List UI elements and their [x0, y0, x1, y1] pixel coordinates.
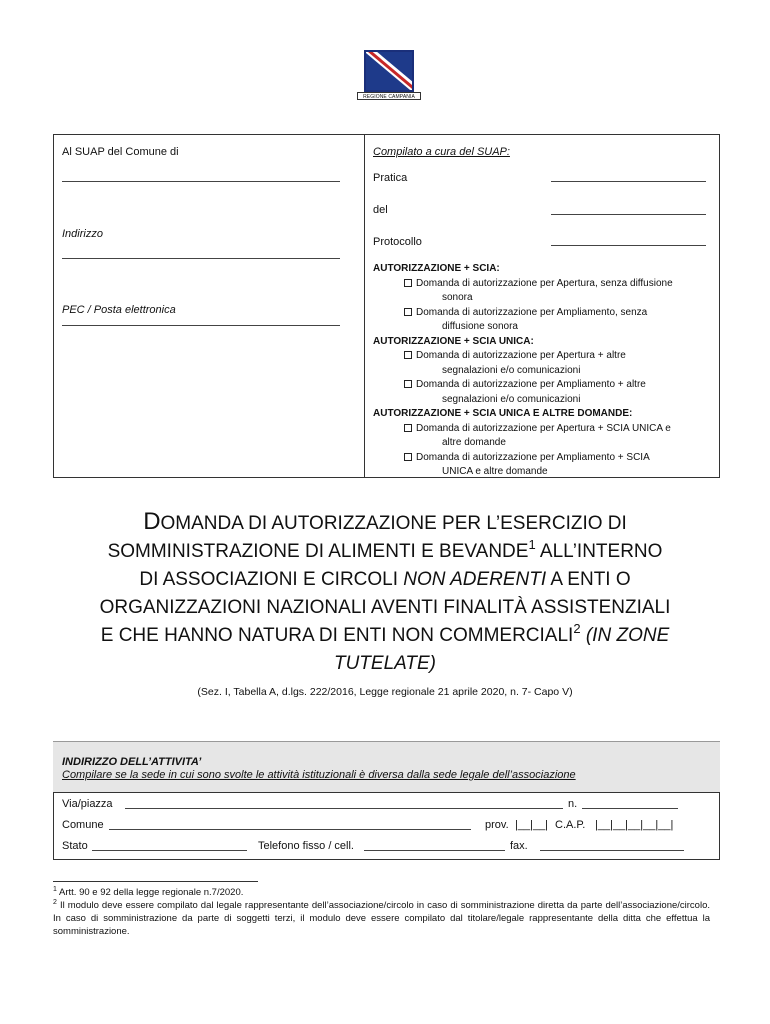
footnote-separator — [53, 881, 258, 882]
option-label-cont: segnalazioni e/o comunicazioni — [442, 393, 581, 405]
checkbox[interactable] — [404, 380, 412, 388]
checkbox[interactable] — [404, 424, 412, 432]
suap-box-divider — [364, 134, 365, 478]
comune-label: Comune — [62, 819, 104, 831]
option-label-cont: sonora — [442, 292, 473, 303]
option-apertura-altre-domande[interactable] — [373, 422, 718, 437]
option-ampliamento-scia[interactable] — [373, 306, 718, 321]
stato-field[interactable] — [92, 850, 247, 851]
footnote-ref: 2 — [573, 621, 581, 636]
title-initial: D — [143, 508, 161, 535]
request-type-options — [373, 262, 718, 480]
title-line: A ENTI O — [546, 569, 631, 590]
footnote-number: 1 — [53, 886, 57, 893]
checkbox[interactable] — [404, 351, 412, 359]
del-label: del — [373, 204, 388, 216]
protocollo-field[interactable] — [551, 245, 706, 246]
option-label: Domanda di autorizzazione per Ampliamento + altre — [416, 379, 646, 390]
stato-label: Stato — [62, 840, 88, 852]
via-field[interactable] — [125, 808, 563, 809]
activity-address-heading: INDIRIZZO DELL’ATTIVITA’ — [62, 756, 202, 768]
footnote-text: Il modulo deve essere compilato dal legale rappresentante dell’associazione/circolo in caso di somministrazione diretta da parte dell’associazione/circolo. In caso di somministrazione da parte di soggetti terzi, il modulo deve essere compilato dal titolare/legale rappresentante della ditta che effettua la somministrazione. — [53, 900, 710, 937]
pec-field[interactable] — [62, 325, 340, 326]
pratica-label: Pratica — [373, 172, 408, 184]
option-label: Domanda di autorizzazione per Apertura + altre — [416, 350, 626, 361]
fax-field[interactable] — [540, 850, 684, 851]
option-label-cont: UNICA e altre domande — [442, 466, 548, 477]
group-title: AUTORIZZAZIONE + SCIA UNICA E ALTRE DOMANDE: — [373, 408, 633, 419]
del-field[interactable] — [551, 214, 706, 215]
legal-reference: (Sez. I, Tabella A, d.lgs. 222/2016, Legge regionale 21 aprile 2020, n. 7- Capo V) — [197, 686, 573, 698]
regione-campania-logo — [357, 50, 421, 102]
option-apertura-scia[interactable] — [373, 277, 718, 292]
address-field[interactable] — [62, 258, 340, 259]
title-line: ORGANIZZAZIONI NAZIONALI AVENTI FINALITÀ ASSISTENZIALI — [99, 597, 671, 618]
option-label-cont: segnalazioni e/o comunicazioni — [442, 364, 581, 376]
cap-label: C.A.P. — [555, 819, 586, 831]
footnote-number: 2 — [53, 899, 57, 906]
option-ampliamento-scia-unica[interactable] — [373, 378, 718, 393]
option-label: Domanda di autorizzazione per Ampliamento, senza — [416, 306, 648, 318]
checkbox[interactable] — [404, 279, 412, 287]
suap-comune-label: Al SUAP del Comune di — [62, 146, 179, 158]
comune-field[interactable] — [109, 829, 471, 830]
prov-field[interactable]: |__|__| — [515, 819, 549, 831]
option-apertura-scia-unica[interactable] — [373, 349, 718, 364]
number-label: n. — [568, 798, 578, 810]
title-line: E CHE HANNO NATURA DI ENTI NON COMMERCIALI — [100, 625, 574, 646]
footnote-1 — [53, 886, 710, 899]
fax-label: fax. — [510, 840, 528, 852]
via-label: Via/piazza — [62, 798, 113, 810]
title-emphasis: TUTELATE) — [333, 653, 437, 674]
option-label: Domanda di autorizzazione per Apertura + SCIA UNICA e — [416, 422, 671, 434]
option-label-cont: diffusione sonora — [442, 321, 518, 332]
title-line: SOMMINISTRAZIONE DI ALIMENTI E BEVANDE — [107, 541, 529, 562]
address-label: Indirizzo — [62, 228, 103, 240]
pratica-field[interactable] — [551, 181, 706, 182]
group-title: AUTORIZZAZIONE + SCIA: — [373, 263, 500, 274]
suap-comune-field[interactable] — [62, 181, 340, 182]
title-emphasis: NON ADERENTI — [403, 569, 547, 590]
activity-address-note: Compilare se la sede in cui sono svolte le attività istituzionali è diversa dalla sede legale dell’associazione — [62, 769, 576, 781]
number-field[interactable] — [582, 808, 678, 809]
cap-field[interactable]: |__|__|__|__|__| — [595, 819, 674, 831]
coat-of-arms-icon — [364, 50, 414, 92]
title-line: ALL’INTERNO — [535, 541, 663, 562]
logo-text: REGIONE CAMPANIA — [357, 92, 421, 100]
footnote-text: Artt. 90 e 92 della legge regionale n.7/2020. — [59, 887, 244, 898]
group-title: AUTORIZZAZIONE + SCIA UNICA: — [373, 335, 534, 347]
suap-compiled-heading: Compilato a cura del SUAP: — [373, 146, 510, 158]
checkbox[interactable] — [404, 308, 412, 316]
title-line: DI ASSOCIAZIONI E CIRCOLI — [139, 569, 404, 590]
phone-label: Telefono fisso / cell. — [258, 840, 354, 852]
footnote-2 — [53, 899, 710, 938]
title-emphasis: (IN ZONE — [580, 625, 670, 646]
checkbox[interactable] — [404, 453, 412, 461]
phone-field[interactable] — [364, 850, 505, 851]
option-label: Domanda di autorizzazione per Ampliamento + SCIA — [416, 451, 650, 463]
option-label: Domanda di autorizzazione per Apertura, senza diffusione — [416, 277, 673, 289]
title-line: OMANDA DI AUTORIZZAZIONE PER L’ESERCIZIO DI — [160, 513, 627, 534]
option-ampliamento-altre-domande[interactable] — [373, 451, 718, 466]
pec-label: PEC / Posta elettronica — [62, 304, 176, 316]
footnote-ref: 1 — [528, 537, 536, 552]
document-title — [60, 508, 710, 678]
option-label-cont: altre domande — [442, 437, 506, 448]
protocollo-label: Protocollo — [373, 236, 422, 248]
prov-label: prov. — [485, 819, 509, 831]
